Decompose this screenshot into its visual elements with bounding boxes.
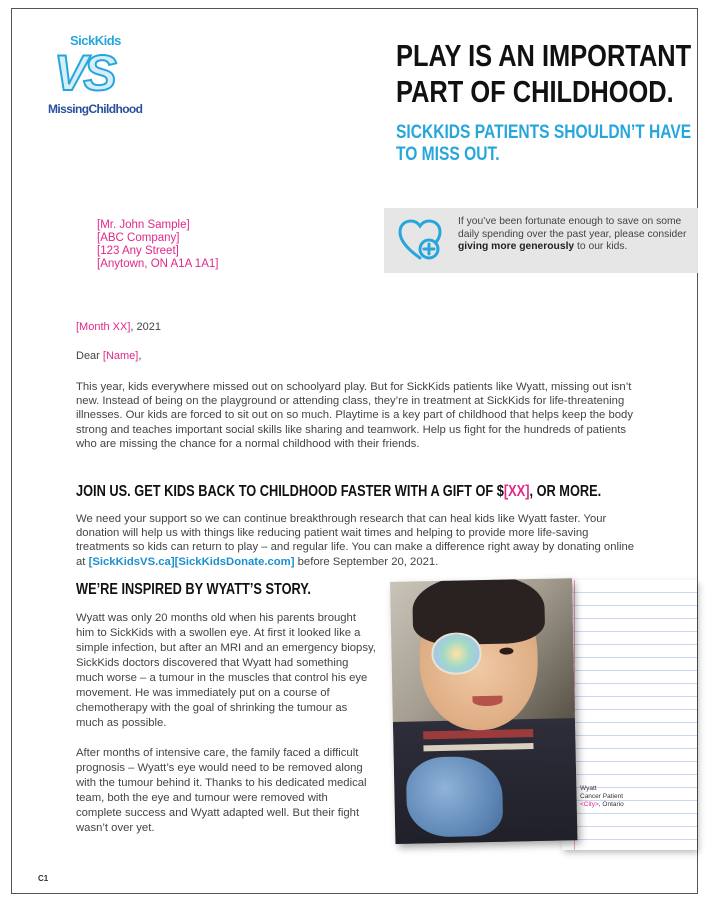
page-subheadline xyxy=(396,122,691,166)
story-paragraph-1: Wyatt was only 20 months old when his parents brought him to SickKids with a swollen eye. At first it looked like a simple infection, but after an MRI and an emergency biopsy, SickKids doctors discovered that Wyatt had something much worse – a tumour in the muscles that control his eye movement. He was immediately put on a course of chemotherapy with the goal of shrinking the tumour as much as possible. xyxy=(76,612,376,729)
wyatt-story xyxy=(76,611,376,851)
logo-missing-childhood-text: MissingChildhood xyxy=(48,102,143,116)
support-text-before: We need your support so we can continue breakthrough research that can heal kids like Wyatt faster. Your donation will help us with things like reducing patient wait times and helping to provide more life-saving treatments so kids can return to play – and regular life. You can make a difference right away by donating online at xyxy=(76,513,635,568)
wyatt-photo xyxy=(390,578,577,844)
photo-plush-toy xyxy=(406,756,504,838)
callout-text-after: to our kids. xyxy=(574,241,628,252)
caption-city: <City> xyxy=(580,801,599,808)
page-number: C1 xyxy=(38,874,49,883)
inspired-heading: WE’RE INSPIRED BY WYATT’S STORY. xyxy=(76,581,311,598)
photo-eye-patch xyxy=(431,632,482,675)
caption-location xyxy=(580,801,624,809)
page-headline xyxy=(396,38,692,110)
photo-caption xyxy=(580,785,624,809)
salutation-dear: Dear xyxy=(76,350,103,362)
join-heading-after: , OR MORE. xyxy=(529,483,602,500)
support-paragraph xyxy=(76,512,641,569)
photo-hair xyxy=(412,578,545,645)
wyatt-photo-collage xyxy=(390,580,700,856)
address-city: [Anytown, ON A1A 1A1] xyxy=(97,258,219,270)
join-heading-amount: [XX] xyxy=(503,483,530,500)
subhead-line-1: SICKKIDS PATIENTS SHOULDN’T HAVE xyxy=(396,122,692,143)
support-text-after: before September 20, 2021. xyxy=(294,555,439,568)
intro-paragraph: This year, kids everywhere missed out on schoolyard play. But for SickKids patients like Wyatt, missing out isn’t new. Instead of being on the playground or attending class, they’re in treatment at SickKids for life-threatening illnesses. Our kids are forced to sit out on so much. Playtime is a key part of childhood that helps keep the body strong and teaches important social skills like sharing and teamwork. Help us fight for the hundreds of patients who are missing the chance for a normal childhood with their friends. xyxy=(76,381,633,450)
address-name: [Mr. John Sample] xyxy=(97,219,190,231)
callout-text-before: If you’ve been fortunate enough to save on some daily spending over the past year, please consider xyxy=(458,216,687,240)
subhead-line-2: TO MISS OUT. xyxy=(396,144,500,165)
caption-name: Wyatt xyxy=(580,785,597,792)
date-year: , 2021 xyxy=(130,321,162,333)
story-paragraph-2: After months of intensive care, the family faced a difficult prognosis – Wyatt’s eye would need to be removed along with the tumour behind it. Thanks to his dedicated medical team, both the eye and tumour were removed with complete success and Wyatt adapted well. But their fight wasn’t over yet. xyxy=(76,747,367,834)
caption-role: Cancer Patient xyxy=(580,793,623,800)
logo-sickkids-text: SickKids xyxy=(70,33,121,48)
join-heading-before: JOIN US. GET KIDS BACK TO CHILDHOOD FASTER WITH A GIFT OF $ xyxy=(76,483,504,500)
donate-link[interactable]: [SickKidsVS.ca][SickKidsDonate.com] xyxy=(88,555,295,568)
callout-text xyxy=(458,216,690,254)
join-us-heading xyxy=(76,483,601,501)
caption-province: , Ontario xyxy=(598,801,624,808)
letter-date xyxy=(76,321,161,333)
callout-text-bold: giving more generously xyxy=(458,241,575,252)
headline-line-1: PLAY IS AN IMPORTANT xyxy=(396,38,692,73)
logo-vs-text: VS xyxy=(54,45,113,101)
address-company: [ABC Company] xyxy=(97,232,180,244)
salutation xyxy=(76,350,141,362)
date-placeholder: [Month XX] xyxy=(76,321,131,333)
notebook-page-graphic xyxy=(562,580,697,850)
giving-callout-box xyxy=(384,208,698,273)
sickkids-vs-logo xyxy=(48,30,144,122)
salutation-comma: , xyxy=(138,350,142,362)
salutation-name: [Name] xyxy=(102,350,139,362)
recipient-address xyxy=(97,219,218,271)
headline-line-2: PART OF CHILDHOOD. xyxy=(396,74,674,109)
heart-plus-icon xyxy=(396,216,444,264)
address-street: [123 Any Street] xyxy=(97,245,179,257)
